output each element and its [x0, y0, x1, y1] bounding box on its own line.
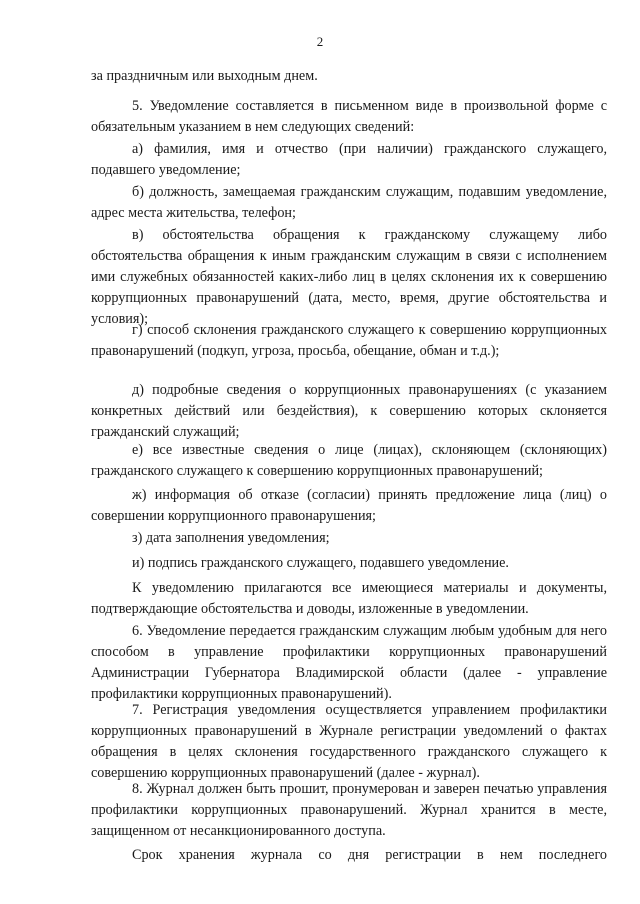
paragraph-storage-term: Срок хранения журнала со дня регистрации в нем последнего: [132, 847, 607, 863]
paragraph-item-7: 7. Регистрация уведомления осуществляется управлением профилактики коррупционных правонарушений в Журнале регистрации уведомлений о фактах обращения в целях склонения государственного гражданского служащего к совершению коррупционных правонарушений (далее - журнал).: [91, 702, 607, 781]
paragraph-item-6: 6. Уведомление передается гражданским служащим любым удобным для него способом в управление профилактики коррупционных правонарушений Администрации Губернатора Владимирской области (далее - управление профилактики коррупционных правонарушений).: [91, 623, 607, 702]
paragraph-attachments: К уведомлению прилагаются все имеющиеся материалы и документы, подтверждающие обстоятельства и доводы, изложенные в уведомлении.: [91, 580, 607, 617]
paragraph-item-5i: и) подпись гражданского служащего, подавшего уведомление.: [132, 555, 509, 571]
paragraph-item-5: 5. Уведомление составляется в письменном виде в произвольной форме с обязательным указанием в нем следующих сведений:: [91, 98, 607, 135]
paragraph-item-5e: е) все известные сведения о лице (лицах), склоняющем (склоняющих) гражданского служащего к совершению коррупционных правонарушений;: [91, 442, 607, 479]
paragraph-item-5zh: ж) информация об отказе (согласии) принять предложение лица (лиц) о совершении коррупционного правонарушения;: [91, 487, 607, 524]
paragraph-item-5d: д) подробные сведения о коррупционных правонарушениях (с указанием конкретных действий или бездействия), к совершению которых склоняется гражданский служащий;: [91, 382, 607, 440]
paragraph-item-5a: а) фамилия, имя и отчество (при наличии) гражданского служащего, подавшего уведомление;: [91, 141, 607, 178]
paragraph-item-8: 8. Журнал должен быть прошит, пронумерован и заверен печатью управления профилактики коррупционных правонарушений. Журнал хранится в месте, защищенном от несанкционированного доступа.: [91, 781, 607, 839]
paragraph-item-5z: з) дата заполнения уведомления;: [132, 530, 330, 546]
paragraph-item-5v: в) обстоятельства обращения к гражданскому служащему либо обстоятельства обращения к иным гражданским служащим в связи с исполнением ими служебных обязанностей каких-либо лиц в целях склонения их к совершению коррупционных правонарушений (дата, место, время, другие обстоятельства и условия);: [91, 227, 607, 327]
page-number: 2: [316, 34, 324, 49]
paragraph-item-5g: г) способ склонения гражданского служащего к совершению коррупционных правонарушений (подкуп, угроза, просьба, обещание, обман и т.д.);: [91, 322, 607, 359]
paragraph-item-5b: б) должность, замещаемая гражданским служащим, подавшим уведомление, адрес места жительства, телефон;: [91, 184, 607, 221]
paragraph-continuation: за праздничным или выходным днем.: [91, 68, 318, 84]
